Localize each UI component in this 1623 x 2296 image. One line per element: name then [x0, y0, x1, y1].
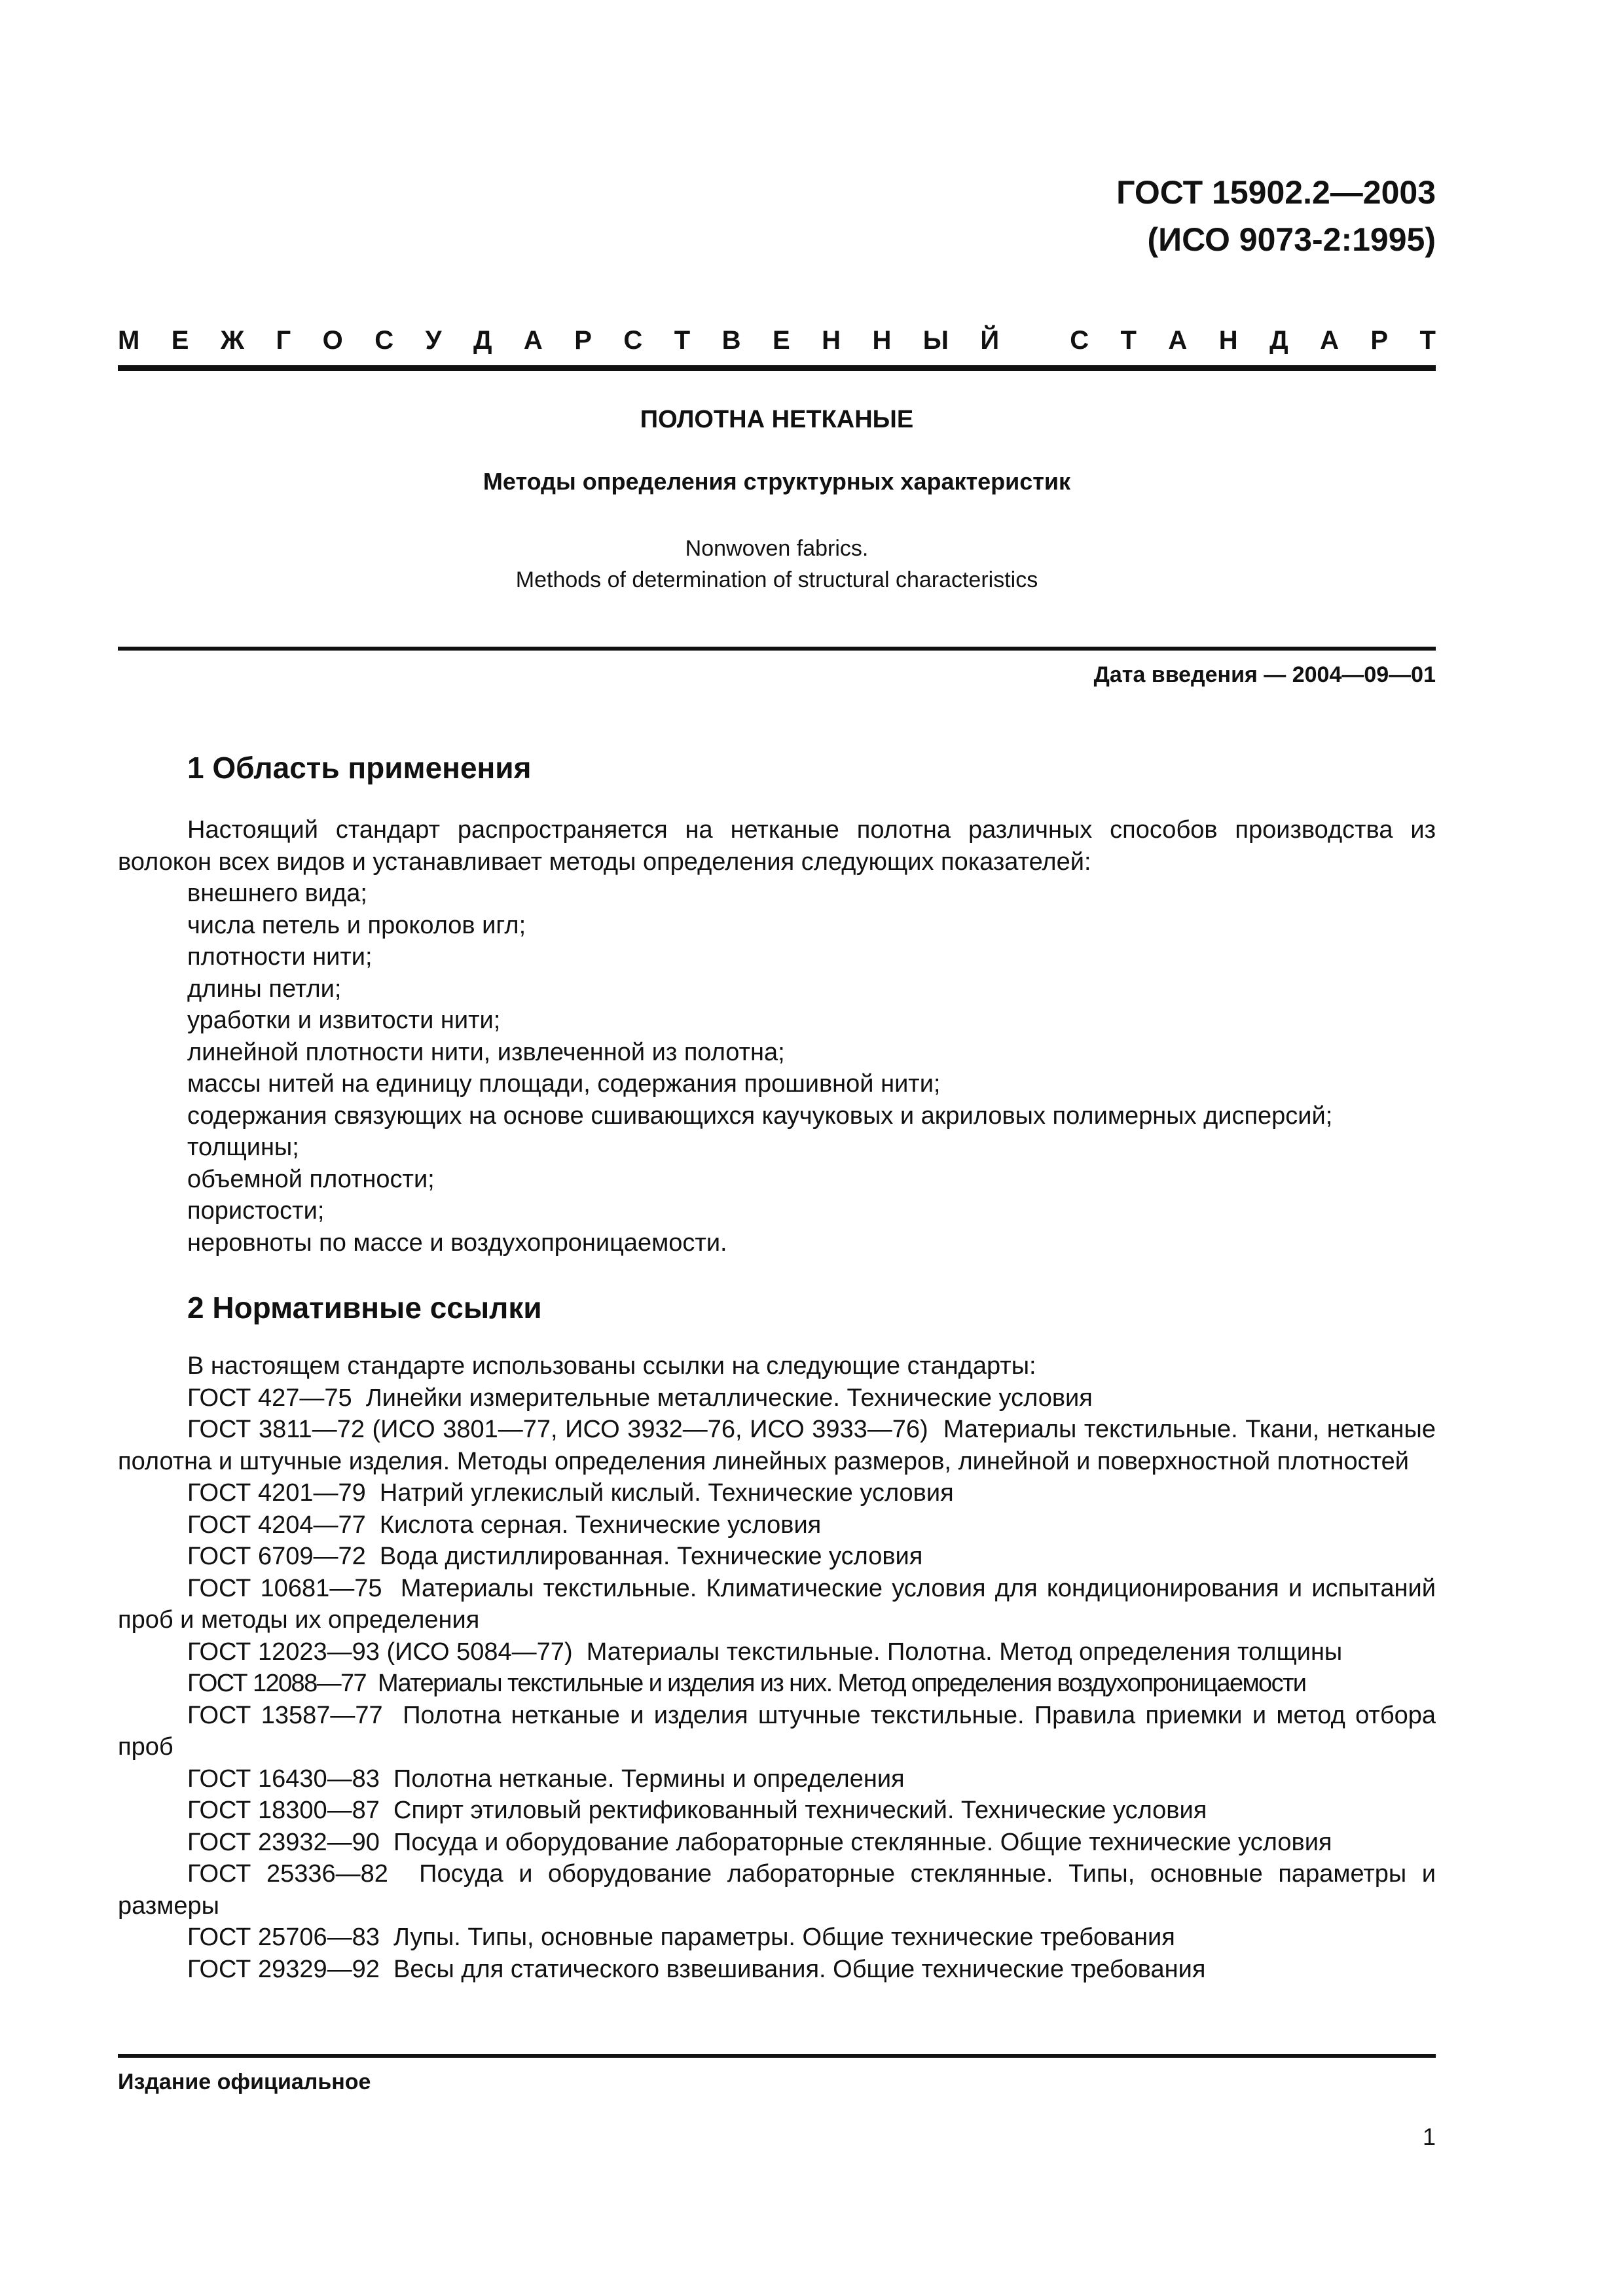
list-item: толщины;	[187, 1134, 299, 1161]
list-item: содержания связующих на основе сшивающихся каучуковых и акриловых полимерных дисперсий;	[187, 1102, 1333, 1130]
footer-rule	[118, 2054, 1436, 2058]
section1-body	[118, 814, 1436, 1259]
reference-code: ГОСТ 13587—77	[187, 1701, 383, 1729]
reference-title: Кислота серная. Технические условия	[379, 1511, 822, 1539]
reference-code: ГОСТ 12088—77	[187, 1670, 367, 1697]
standart-letter: Р	[1370, 326, 1389, 355]
reference-title: Посуда и оборудование лабораторные стеклянные. Общие технические условия	[393, 1828, 1332, 1856]
reference-code: ГОСТ 25336—82	[187, 1860, 388, 1888]
mezh-letter: С	[374, 326, 394, 355]
reference-code: ГОСТ 23932—90	[187, 1828, 380, 1856]
standard-number-block	[1116, 169, 1436, 263]
list-item: уработки и извитости нити;	[187, 1007, 501, 1034]
reference-code: ГОСТ 12023—93 (ИСО 5084—77)	[187, 1638, 573, 1666]
mezh-letter: О	[322, 326, 343, 355]
standart-letter: Т	[1419, 326, 1436, 355]
header-rule	[118, 365, 1436, 371]
reference-code: ГОСТ 3811—72 (ИСО 3801—77, ИСО 3932—76, ИСО 3933—76)	[187, 1416, 928, 1443]
reference-code: ГОСТ 18300—87	[187, 1797, 380, 1824]
mezh-letter: Н	[822, 326, 841, 355]
reference-title: Лупы. Типы, основные параметры. Общие технические требования	[393, 1924, 1175, 1951]
reference-item	[118, 1636, 1436, 1668]
mezh-letter: Д	[473, 326, 492, 355]
english-title	[118, 533, 1436, 596]
list-item: плотности нити;	[187, 943, 373, 971]
reference-code: ГОСТ 25706—83	[187, 1924, 380, 1951]
word-gap	[1031, 326, 1038, 355]
mezh-letter: Ы	[922, 326, 949, 355]
reference-title: Материалы текстильные и изделия из них. Метод определения воздухопроницаемости	[378, 1670, 1306, 1697]
english-title-line1: Nonwoven fabrics.	[685, 536, 869, 561]
list-item: числа петель и проколов игл;	[187, 911, 526, 939]
mezh-letter: А	[523, 326, 543, 355]
reference-item	[118, 1414, 1436, 1477]
mezh-letter: В	[721, 326, 741, 355]
section1-intro: Настоящий стандарт распространяется на нетканые полотна различных способов производства из волокон всех видов и устанавливает методы определения следующих показателей:	[118, 816, 1436, 876]
reference-title: Материалы текстильные. Ткани, нетканые полотна и штучные изделия. Методы определения линейных размеров, линейной и поверхностной плотностей	[118, 1416, 1436, 1475]
reference-title: Полотна нетканые. Термины и определения	[393, 1765, 905, 1793]
reference-title: Вода дистиллированная. Технические условия	[379, 1543, 923, 1570]
reference-title: Весы для статического взвешивания. Общие технические требования	[393, 1955, 1206, 1983]
mezh-letter: Р	[574, 326, 592, 355]
mezh-letter: С	[623, 326, 643, 355]
reference-item	[118, 1541, 1436, 1573]
edition-label: Издание официальное	[118, 2070, 371, 2094]
mezh-letter: Н	[872, 326, 892, 355]
list-item: неровноты по массе и воздухопроницаемости.	[187, 1229, 727, 1257]
standart-letter: А	[1168, 326, 1188, 355]
list-item: массы нитей на единицу площади, содержания прошивной нити;	[187, 1070, 941, 1098]
section1-heading: 1 Область применения	[187, 751, 532, 785]
standard-number: ГОСТ 15902.2—2003	[1116, 174, 1436, 211]
mezh-letter: У	[425, 326, 442, 355]
mezh-letter: Е	[171, 326, 189, 355]
reference-code: ГОСТ 4204—77	[187, 1511, 366, 1539]
date-introduced: Дата введения — 2004—09—01	[1093, 662, 1436, 687]
reference-item	[118, 1922, 1436, 1954]
reference-title: Материалы текстильные. Полотна. Метод определения толщины	[586, 1638, 1343, 1666]
section2-intro: В настоящем стандарте использованы ссылки на следующие стандарты:	[187, 1352, 1036, 1380]
reference-code: ГОСТ 4201—79	[187, 1479, 366, 1507]
reference-code: ГОСТ 6709—72	[187, 1543, 366, 1570]
mezh-letter: Ж	[220, 326, 245, 355]
reference-title: Спирт этиловый ректификованный технический. Технические условия	[393, 1797, 1207, 1824]
mezh-letter: М	[118, 326, 140, 355]
section2-body	[118, 1350, 1436, 1985]
list-item: объемной плотности;	[187, 1165, 435, 1193]
standart-letter: Т	[1120, 326, 1137, 355]
mezh-letter: Г	[276, 326, 291, 355]
list-item: длины петли;	[187, 975, 342, 1003]
reference-title: Посуда и оборудование лабораторные стеклянные. Типы, основные параметры и размеры	[118, 1860, 1436, 1920]
section2-heading: 2 Нормативные ссылки	[187, 1291, 542, 1325]
standart-letter: А	[1320, 326, 1339, 355]
reference-item	[118, 1858, 1436, 1922]
reference-item	[118, 1509, 1436, 1541]
english-title-line2: Methods of determination of structural characteristics	[515, 567, 1038, 592]
reference-item	[118, 1763, 1436, 1795]
list-item: пористости;	[187, 1197, 325, 1225]
mezh-letter: Й	[980, 326, 1000, 355]
document-subtitle: Методы определения структурных характеристик	[483, 468, 1071, 495]
reference-title: Материалы текстильные. Климатические условия для кондиционирования и испытаний проб и методы их определения	[118, 1574, 1436, 1634]
reference-code: ГОСТ 427—75	[187, 1384, 352, 1412]
standart-letter: Н	[1218, 326, 1238, 355]
reference-title: Полотна нетканые и изделия штучные текстильные. Правила приемки и метод отбора проб	[118, 1701, 1436, 1761]
reference-code: ГОСТ 29329—92	[187, 1955, 380, 1983]
standart-letter: С	[1070, 326, 1089, 355]
mezh-letter: Т	[674, 326, 691, 355]
iso-number: (ИСО 9073-2:1995)	[1147, 221, 1436, 258]
standart-letter: Д	[1269, 326, 1288, 355]
document-title: ПОЛОТНА НЕТКАНЫЕ	[640, 406, 914, 433]
reference-item	[118, 1477, 1436, 1509]
page-number: 1	[1422, 2123, 1436, 2150]
mezh-letter: Е	[772, 326, 790, 355]
reference-code: ГОСТ 16430—83	[187, 1765, 380, 1793]
reference-item	[118, 1827, 1436, 1859]
title-rule	[118, 647, 1436, 651]
reference-item	[118, 1573, 1436, 1636]
interstate-standard-heading	[118, 326, 1436, 355]
reference-item	[118, 1700, 1436, 1763]
list-item: внешнего вида;	[187, 880, 367, 907]
reference-title: Линейки измерительные металлические. Технические условия	[365, 1384, 1093, 1412]
reference-item	[118, 1795, 1436, 1827]
reference-item	[118, 1954, 1436, 1986]
reference-code: ГОСТ 10681—75	[187, 1574, 382, 1602]
reference-title: Натрий углекислый кислый. Технические условия	[379, 1479, 954, 1507]
reference-item	[118, 1668, 1436, 1700]
reference-item	[118, 1382, 1436, 1414]
list-item: линейной плотности нити, извлеченной из полотна;	[187, 1038, 785, 1066]
